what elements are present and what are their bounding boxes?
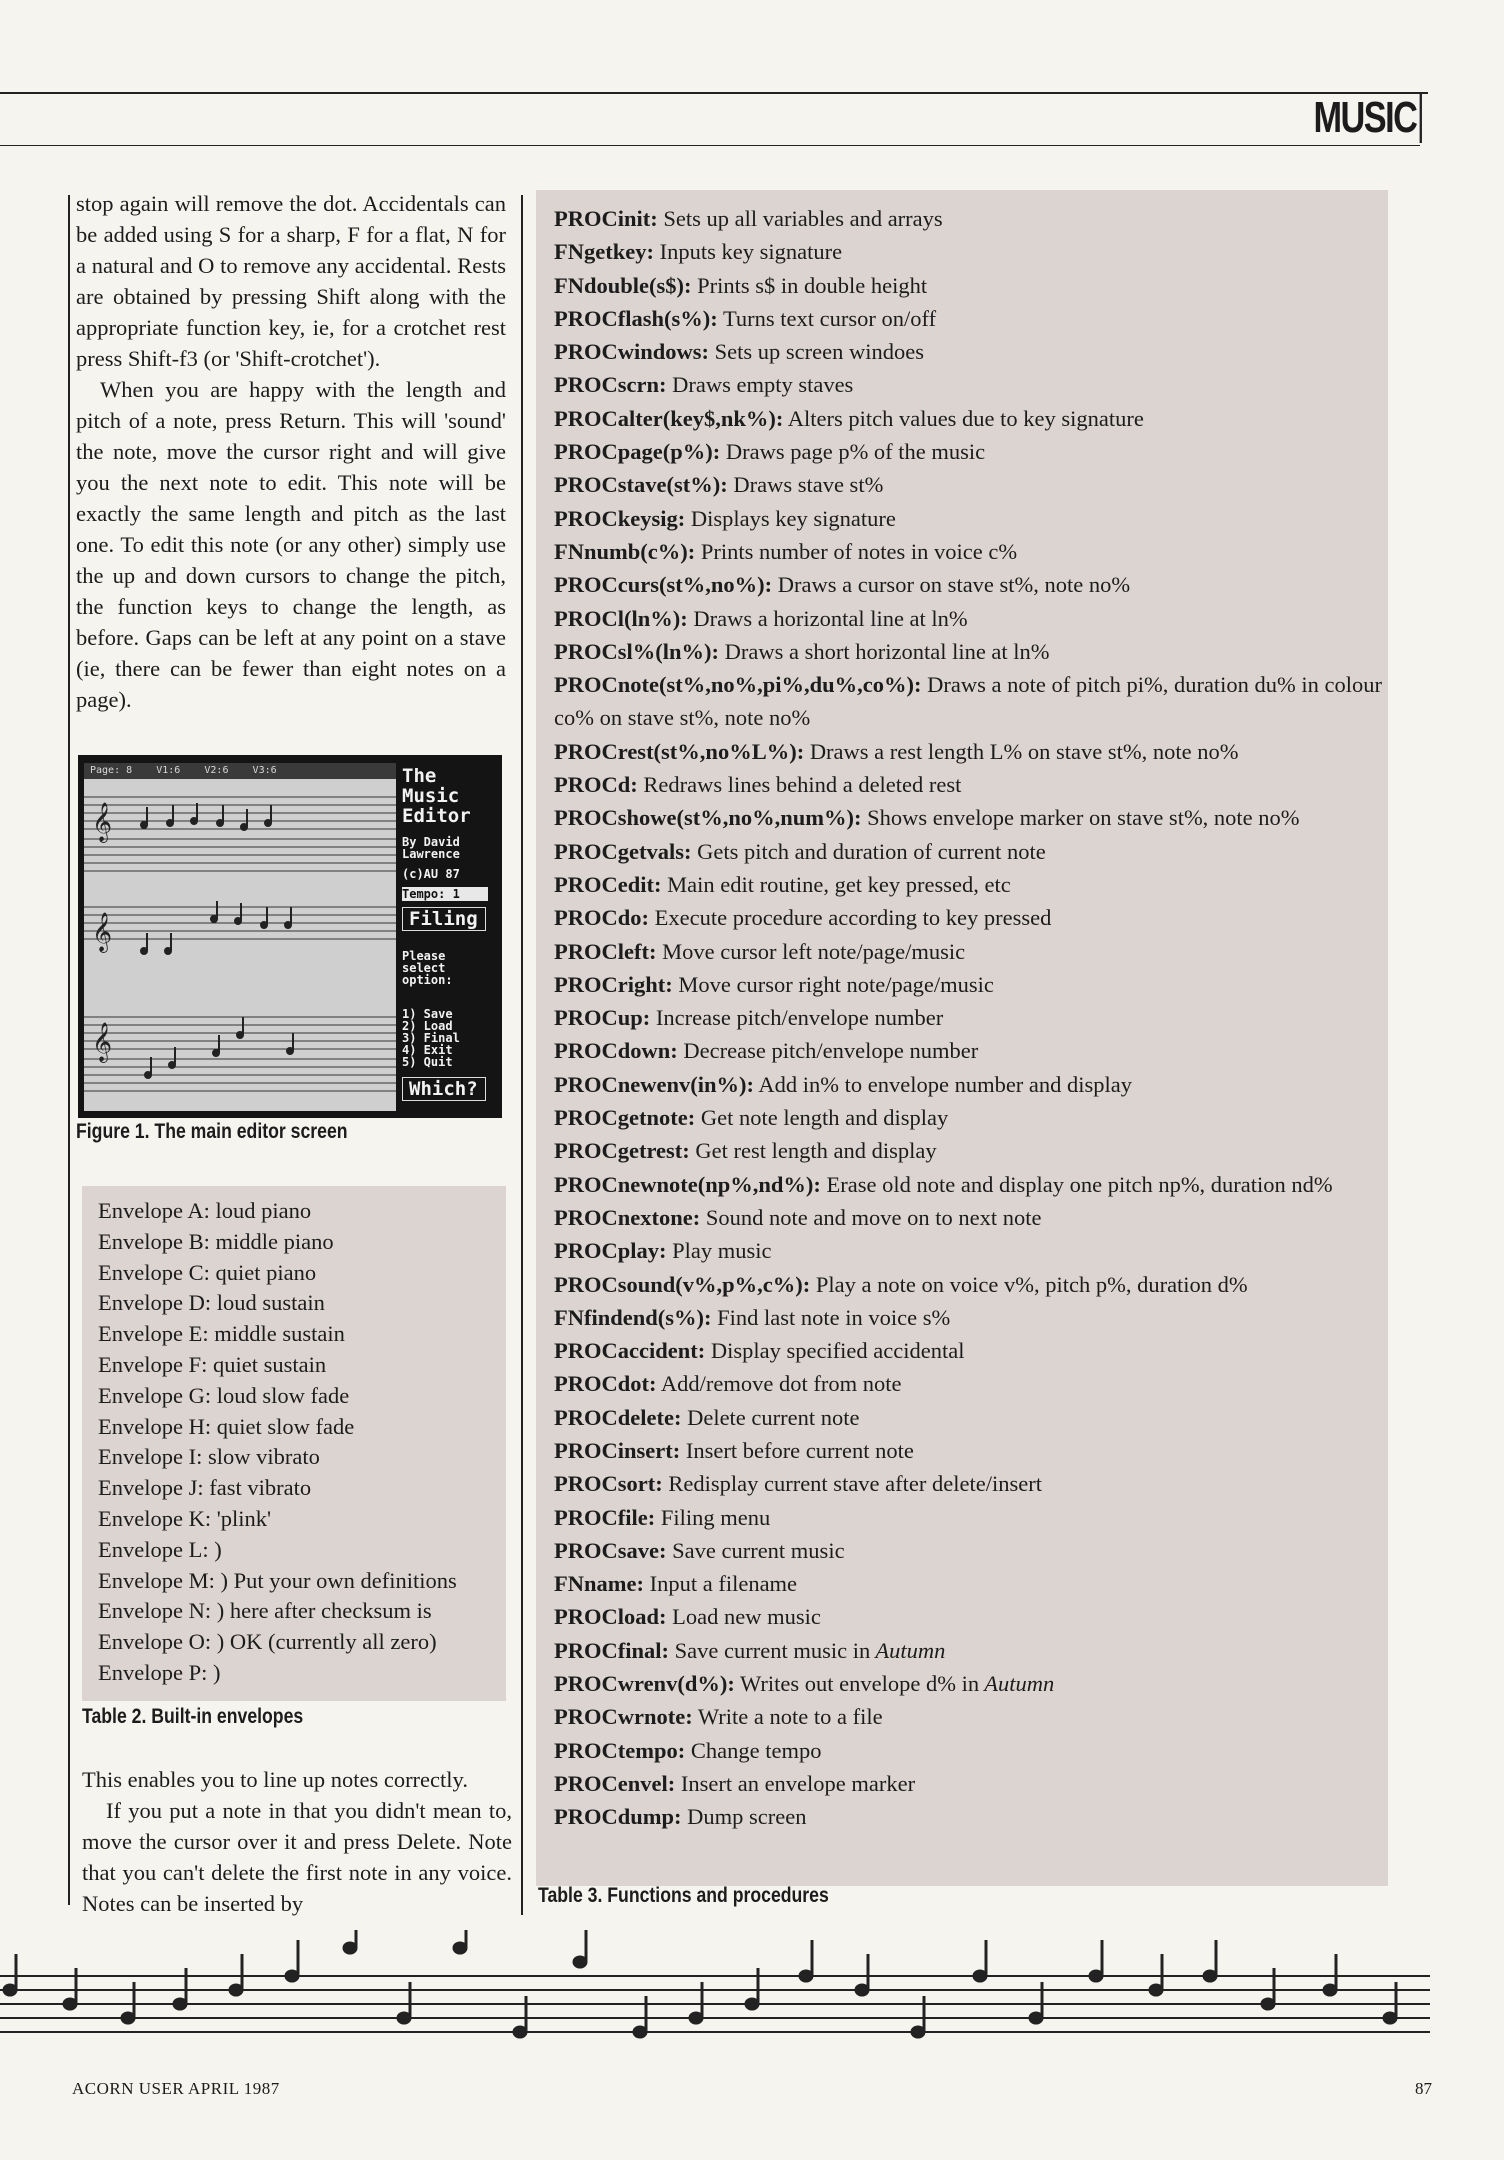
envelope-label: Envelope G: [98,1382,217,1408]
procedure-row [554,335,1384,368]
procedure-name: PROCwrenv(d%): [554,1671,735,1697]
procedure-row [554,1034,1384,1067]
paragraph: stop again will remove the dot. Accidentals can be added using S for a sharp, F for a flat, N for a natural and O to remove any accidental. Rests are obtained by pressing Shift along with the appropriate function key, ie, for a crotchet rest press Shift-f3 (or 'Shift-crotchet'). [76,191,506,371]
procedure-row [554,768,1384,801]
envelope-row [98,1381,457,1412]
envelope-label: Envelope B: [98,1228,216,1254]
procedure-name: FNfindend(s%): [554,1304,712,1330]
procedure-row [554,1600,1384,1633]
svg-text:𝄞: 𝄞 [92,912,113,952]
note-head [1204,1971,1216,1981]
procedure-row [554,1001,1384,1034]
procedure-name: PROCgetrest: [554,1138,690,1164]
envelope-description: middle sustain [214,1321,345,1347]
menu-option: 3) Final [402,1031,460,1045]
procedure-name: PROCnote(st%,no%,pi%,du%,co%): [554,672,922,698]
envelope-row [98,1658,457,1689]
copyright-line: (c)AU 87 [402,867,460,881]
envelope-label: Envelope M: [98,1567,221,1593]
tempo-readout: Tempo: 1 [402,887,488,901]
procedure-row [554,269,1384,302]
paragraph: When you are happy with the length and pitch of a note, press Return. This will 'sound' the note, move the cursor right and will give you the next note to edit. This note will be exactly the same length and pitch as the last one. To edit this note (or any other) simply use the up and down cursors to change the pitch, the function keys to change the length, as before. Gaps can be left at any point on a stave (ie, there can be fewer than eight notes on a page). [76,377,506,712]
procedure-name: PROCtempo: [554,1737,686,1763]
envelope-label: Envelope D: [98,1290,217,1316]
procedure-description: Draws page p% of the music [720,439,986,465]
procedure-row [554,1334,1384,1367]
note-head [634,2027,646,2037]
procedure-description: Draws a cursor on stave st%, note no% [772,572,1131,598]
envelope-description: quiet sustain [212,1351,327,1377]
envelope-row [98,1504,457,1535]
note-head [286,1971,298,1981]
procedure-description: Turns text cursor on/off [717,305,937,331]
app-title-line: Editor [402,805,471,827]
procedure-name: PROCflash(s%): [554,305,718,331]
procedure-description: Draws a horizontal line at ln% [687,605,968,631]
procedure-description: Decrease pitch/envelope number [677,1038,979,1064]
procedure-name: PROCgetvals: [554,838,692,864]
editor-screenshot [78,755,502,1118]
note-head [4,1985,16,1995]
procedure-row [554,1800,1384,1833]
envelope-label: Envelope F: [98,1351,213,1377]
procedure-row [554,535,1384,568]
procedure-row [554,1101,1384,1134]
menu-option: 5) Quit [402,1055,453,1069]
procedure-row [554,868,1384,901]
procedure-name: PROCdelete: [554,1404,682,1430]
note-head [1324,1985,1336,1995]
procedure-description: Gets pitch and duration of current note [691,838,1046,864]
page-number: 87 [1415,2079,1432,2098]
envelope-label: Envelope O: [98,1629,217,1655]
stave-area [84,763,396,1111]
procedure-row [554,668,1384,735]
procedure-name: PROCrest(st%,no%L%): [554,738,805,764]
procedure-description: Get note length and display [695,1105,949,1131]
note-head [1384,2013,1396,2023]
procedure-name: FNnumb(c%): [554,538,696,564]
procedure-description: Change tempo [685,1737,822,1763]
procedure-row [554,1068,1384,1101]
procedure-name: PROCnewenv(in%): [554,1071,754,1097]
procedure-description: Save current music [666,1537,845,1563]
procedure-description: Write a note to a file [692,1704,883,1730]
envelope-description: slow vibrato [207,1444,320,1470]
envelope-description: ) Put your own definitions [220,1567,457,1593]
procedure-description: Writes out envelope d% in [734,1671,980,1697]
procedure-name: PROCdown: [554,1038,678,1064]
procedure-list [554,202,1384,1834]
procedure-description: Draws stave st% [727,472,884,498]
procedure-description: Insert an envelope marker [675,1770,916,1796]
procedure-row [554,435,1384,468]
procedure-description: Add in% to envelope number and display [753,1071,1133,1097]
procedure-name: PROCfinal: [554,1637,669,1663]
body-text-top [76,188,506,715]
procedure-description: Sound note and move on to next note [700,1204,1042,1230]
procedure-name: PROCalter(key$,nk%): [554,405,784,431]
envelope-label: Envelope K: [98,1505,217,1531]
body-text-bottom [82,1764,512,1919]
envelope-row [98,1350,457,1381]
paragraph: This enables you to line up notes correctly. [82,1767,468,1792]
procedure-row [554,302,1384,335]
procedure-name: PROCplay: [554,1238,667,1264]
envelope-label: Envelope P: [98,1659,213,1685]
procedure-description: Save current music in [669,1637,871,1663]
app-title-line: Music [402,785,460,807]
envelope-description: ) OK (currently all zero) [216,1629,437,1655]
prompt-line: option: [402,973,453,987]
envelope-description: middle piano [215,1228,334,1254]
author-line: Lawrence [402,847,460,861]
procedure-description: Get rest length and display [689,1138,937,1164]
procedure-name: PROCdump: [554,1804,682,1830]
procedure-description: Draws a rest length L% on stave st%, note no% [804,738,1239,764]
procedure-row [554,202,1384,235]
menu-option: 4) Exit [402,1043,453,1057]
envelope-description: quiet slow fade [216,1413,355,1439]
procedure-row [554,602,1384,635]
procedure-name: PROCsl%(ln%): [554,638,719,664]
note-head [690,2013,702,2023]
procedure-name: PROCl(ln%): [554,605,688,631]
note-head [64,1999,76,2009]
envelope-list [98,1196,457,1689]
envelope-description: 'plink' [216,1505,272,1531]
procedure-description: Draws a note of pitch pi%, duration du% in colour co% on stave st%, note no% [554,672,1383,731]
note-head [800,1971,812,1981]
procedure-row [554,1734,1384,1767]
procedure-emphasis: Autumn [870,1637,946,1663]
procedure-description: Shows envelope marker on stave st%, note no% [861,805,1300,831]
publication-footer: ACORN USER APRIL 1987 [72,2079,280,2098]
note-head [1150,1985,1162,1995]
procedure-description: Erase old note and display one pitch np%, duration nd% [820,1171,1333,1197]
procedure-name: PROCright: [554,971,673,997]
envelope-description: ) [212,1659,221,1685]
procedure-name: PROCsound(v%,p%,c%): [554,1271,811,1297]
procedure-description: Move cursor left note/page/music [656,938,966,964]
procedure-row [554,1634,1384,1667]
procedure-name: PROCpage(p%): [554,439,721,465]
procedure-name: PROCwrnote: [554,1704,693,1730]
procedure-row [554,1301,1384,1334]
procedure-description: Inputs key signature [653,239,843,265]
procedure-description: Filing menu [655,1504,771,1530]
column-rule-middle [521,195,523,1915]
procedure-name: FNname: [554,1571,644,1597]
envelope-label: Envelope N: [98,1598,217,1624]
procedure-name: PROCd: [554,772,638,798]
note-head [912,2027,924,2037]
procedure-description: Displays key signature [685,505,896,531]
envelope-row [98,1535,457,1566]
procedure-description: Main edit routine, get key pressed, etc [661,871,1011,897]
procedure-row [554,1401,1384,1434]
envelope-row [98,1596,457,1627]
envelope-label: Envelope A: [98,1198,216,1223]
procedures-table [536,190,1388,1886]
section-title: MUSIC [1314,93,1422,143]
procedure-name: PROCcurs(st%,no%): [554,572,773,598]
envelope-row [98,1196,457,1227]
music-staff-decoration [0,1930,1504,2080]
note-head [398,2013,410,2023]
envelope-row [98,1566,457,1597]
procedure-description: Increase pitch/envelope number [650,1005,944,1031]
procedure-description: Play music [666,1238,772,1264]
procedure-row [554,735,1384,768]
envelope-label: Envelope H: [98,1413,217,1439]
procedure-description: Sets up all variables and arrays [657,206,943,231]
procedure-name: PROCwindows: [554,339,710,365]
procedure-row [554,1767,1384,1800]
procedure-description: Dump screen [681,1804,807,1830]
procedure-row [554,235,1384,268]
procedure-description: Find last note in voice s% [711,1304,951,1330]
procedure-description: Insert before current note [680,1437,914,1463]
envelope-description: loud sustain [216,1290,325,1316]
note-head [574,1957,586,1967]
column-rule-left [68,195,70,1905]
procedure-name: PROCdo: [554,905,649,931]
envelope-description: quiet piano [215,1259,317,1285]
note-head [856,1985,868,1995]
paragraph: If you put a note in that you didn't mean to, move the cursor over it and press Delete. Note that you can't delete the first note in any voice. Notes can be inserted by [82,1798,512,1916]
envelope-row [98,1288,457,1319]
procedure-name: PROCscrn: [554,372,667,398]
procedure-description: Load new music [666,1604,821,1630]
envelope-description: ) [214,1536,222,1562]
envelope-table [82,1186,506,1701]
which-prompt: Which? [402,1077,486,1101]
procedure-description: Redisplay current stave after delete/insert [662,1471,1042,1497]
procedure-name: PROCinsert: [554,1437,681,1463]
procedure-name: PROCshowe(st%,no%,num%): [554,805,862,831]
procedure-description: Prints number of notes in voice c% [695,538,1018,564]
prompt-line: Please [402,949,446,963]
note-head [122,2013,134,2023]
procedure-description: Redraws lines behind a deleted rest [637,772,962,798]
envelope-label: Envelope E: [98,1321,215,1347]
procedure-row [554,1501,1384,1534]
procedure-name: PROCload: [554,1604,667,1630]
procedure-name: PROCdot: [554,1371,657,1397]
procedure-description: Alters pitch values due to key signature [783,405,1144,431]
procedure-row [554,935,1384,968]
procedure-name: PROCnextone: [554,1204,701,1230]
envelope-row [98,1319,457,1350]
procedure-row [554,1567,1384,1600]
procedure-row [554,1134,1384,1167]
procedure-row [554,402,1384,435]
svg-text:𝄞: 𝄞 [92,802,113,842]
note-head [1262,1999,1274,2009]
note-head [746,1999,758,2009]
procedure-name: PROCfile: [554,1504,656,1530]
note-head [514,2027,526,2037]
envelope-description: ) here after checksum is [216,1598,432,1624]
header-rule-lower [0,145,1420,146]
procedure-description: Prints s$ in double height [691,272,928,298]
procedure-description: Move cursor right note/page/music [672,971,994,997]
procedure-description: Input a filename [643,1571,798,1597]
procedure-name: PROCleft: [554,938,657,964]
procedure-row [554,968,1384,1001]
procedure-name: PROCstave(st%): [554,472,728,498]
procedure-row [554,468,1384,501]
procedure-name: FNgetkey: [554,239,654,265]
procedure-description: Draws a short horizontal line at ln% [719,638,1050,664]
table-caption: Table 3. Functions and procedures [538,1884,829,1907]
envelope-description: fast vibrato [209,1475,312,1501]
procedure-name: FNdouble(s$): [554,272,692,298]
status-bar: Page: 8 V1:6 V2:6 V3:6 [84,763,396,779]
prompt-line: select [402,961,446,975]
procedure-row [554,1467,1384,1500]
procedure-emphasis: Autumn [979,1671,1055,1697]
procedure-name: PROCenvel: [554,1770,676,1796]
table-caption: Table 2. Built-in envelopes [82,1705,304,1728]
procedure-name: PROCinit: [554,206,658,231]
procedure-row [554,368,1384,401]
procedure-name: PROCnewnote(np%,nd%): [554,1171,821,1197]
envelope-label: Envelope C: [98,1259,216,1285]
figure-caption: Figure 1. The main editor screen [76,1120,348,1143]
app-title-line: The [402,765,437,787]
procedure-row [554,1234,1384,1267]
procedure-row [554,1534,1384,1567]
procedure-row [554,1700,1384,1733]
envelope-description: loud slow fade [216,1382,350,1408]
procedure-row [554,635,1384,668]
author-line: By David [402,835,460,849]
procedure-row [554,801,1384,834]
header-rule [0,92,1428,94]
procedure-name: PROCup: [554,1005,651,1031]
envelope-row [98,1412,457,1443]
envelope-row [98,1258,457,1289]
staves-drawing [84,779,396,1111]
procedure-name: PROCsort: [554,1471,663,1497]
note-head [174,1999,186,2009]
note-head [974,1971,986,1981]
menu-option: 2) Load [402,1019,453,1033]
procedure-row [554,568,1384,601]
envelope-row [98,1227,457,1258]
envelope-row [98,1442,457,1473]
envelope-label: Envelope L: [98,1536,215,1562]
procedure-row [554,1667,1384,1700]
note-head [1030,2013,1042,2023]
procedure-row [554,1168,1384,1201]
procedure-description: Execute procedure according to key pressed [649,905,1052,931]
envelope-label: Envelope I: [98,1444,208,1470]
note-head [1090,1971,1102,1981]
svg-text:𝄞: 𝄞 [92,1022,113,1062]
procedure-row [554,901,1384,934]
note-head [344,1943,356,1953]
procedure-row [554,1268,1384,1301]
procedure-description: Play a note on voice v%, pitch p%, duration d% [810,1271,1248,1297]
envelope-row [98,1473,457,1504]
procedure-description: Draws empty staves [666,372,854,398]
envelope-description: loud piano [215,1198,312,1223]
editor-side-panel [400,763,496,1111]
procedure-row [554,502,1384,535]
note-head [230,1985,242,1995]
procedure-name: PROCkeysig: [554,505,686,531]
procedure-description: Add/remove dot from note [656,1371,902,1397]
procedure-description: Sets up screen windoes [709,339,924,365]
procedure-row [554,1434,1384,1467]
procedure-name: PROCedit: [554,871,662,897]
envelope-label: Envelope J: [98,1475,210,1501]
envelope-row [98,1627,457,1658]
procedure-name: PROCaccident: [554,1338,706,1364]
menu-option: 1) Save [402,1007,453,1021]
filing-heading: Filing [402,907,486,931]
procedure-row [554,1201,1384,1234]
procedure-description: Delete current note [681,1404,860,1430]
procedure-description: Display specified accidental [705,1338,965,1364]
procedure-name: PROCsave: [554,1537,667,1563]
note-head [454,1943,466,1953]
procedure-row [554,835,1384,868]
procedure-name: PROCgetnote: [554,1105,696,1131]
procedure-row [554,1367,1384,1400]
